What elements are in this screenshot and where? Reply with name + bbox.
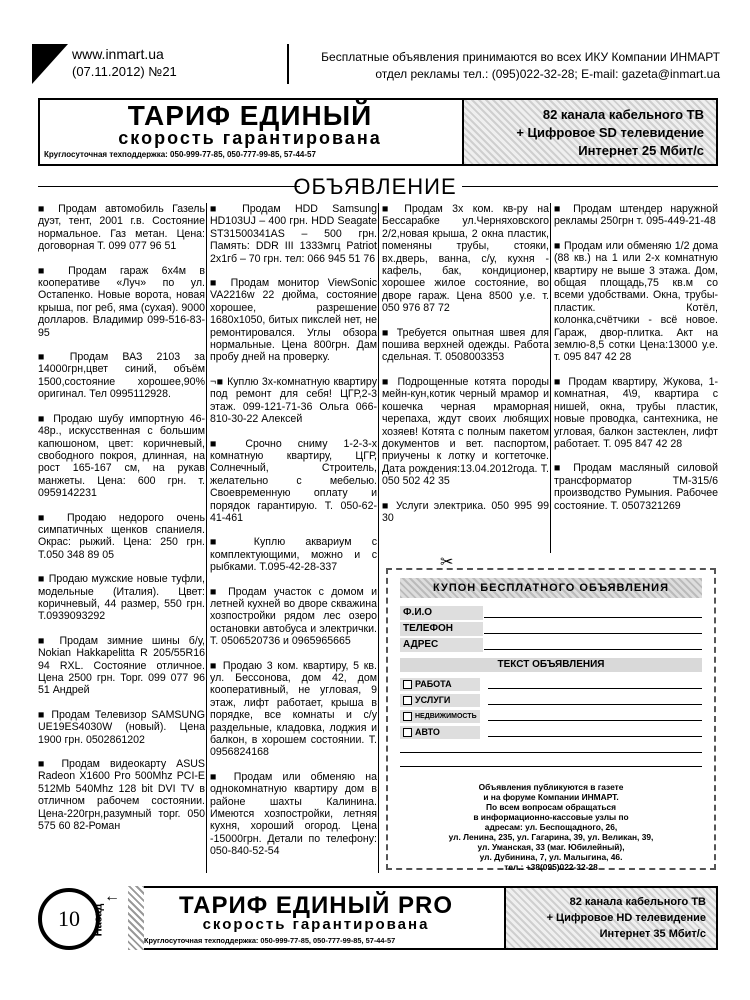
coupon-info <box>400 782 702 872</box>
checkbox-icon[interactable] <box>403 728 412 737</box>
section-title: ОБЪЯВЛЕНИЕ <box>293 174 457 199</box>
issue-date: (07.11.2012) №21 <box>72 64 177 79</box>
ad-item: ■ Продам или обменяю 1/2 дома (88 кв.) на 1 или 2-х комнатную квартиру не выше 3 этажа. Дом, общая площадь,75 кв.м со всеми удобствами. Окна, трубы-пластик. Котёл, колонка,счётчики - всё новое. Гараж, двор-плитка. Акт на землю-8,5 сотки Цена:13000 у.е. т. 095 847 42 28 <box>554 239 718 364</box>
checkbox-icon[interactable] <box>403 696 412 705</box>
ads-column-4 <box>554 203 718 524</box>
coupon-text-line[interactable] <box>488 688 702 689</box>
ad-item: ■ Продам гараж 6х4м в кооперативе «Луч» по ул. Остапенко. Новые ворота, новая крыша, пог реб, яма (сухая). 9000 долларов. Владимир 099-516-83-95 <box>38 264 205 339</box>
coupon-phone-label: ТЕЛЕФОН <box>400 622 483 636</box>
ads-column-1 <box>38 203 205 844</box>
column-separator <box>550 203 551 553</box>
bottom-ad-banner <box>128 886 718 950</box>
coupon-info-line: Объявления публикуются в газете <box>478 782 624 792</box>
ad-item: ■ Продам масляный силовой трансформатор ТМ-315/6 производство Румыния. Рабочее состояние. Т. 0507321269 <box>554 462 718 512</box>
banner2-left <box>130 888 502 948</box>
ad-item: ■ Продам монитор ViewSonic VA2216w 22 дюйма, состояние хорошее, разрешение 1680х1050, битых пикслей нет, не ремонтировался. Углы обзора нормальные. Цена 800грн. Дам пробу дней на проверку. <box>210 277 377 364</box>
column-separator <box>206 203 207 873</box>
top-ad-banner <box>38 98 718 166</box>
banner-right-line1: 82 канала кабельного ТВ <box>542 107 704 122</box>
back-label: Назад <box>92 903 105 937</box>
section-rule-right <box>462 186 718 187</box>
category-work[interactable] <box>400 678 480 691</box>
ad-item: ■ Продам квартиру, Жукова, 1-комнатная, 4\9, квартира с нишей, окна, трубы пластик, новые проводка, сантехника, не угловая, балкон застеклен, лифт работает. Т. 095 847 42 28 <box>554 375 718 450</box>
ad-item: ■ Продаю шубу импортную 46-48р., искусственная с большим капюшоном, цвет: коричневый, свободного покроя, длинная, на рост 165-167 см, на рукав манжеты. Цена: 600 грн. т. 0959142231 <box>38 412 205 500</box>
ad-item: ■ Срочно сниму 1-2-3-х комнатную квартиру, ЦГР, Солнечный, Строитель, желательно с мебелью. Своевременную оплату и порядок гарантирую. Т. 050-62-41-461 <box>210 437 377 524</box>
banner2-right <box>504 888 716 948</box>
banner-right <box>462 100 716 164</box>
ad-item: ■ Продаю 3 ком. квартиру, 5 кв. ул. Бессонова, дом 42, дом кооперативный, не угловая, 9 этаж, лифт работает, крыша в порядке, все комнаты и с/у раздельные, кладовка, лоджия и балкон, в хорошем состоянии. Т. 0956824168 <box>210 659 377 759</box>
back-link[interactable] <box>92 884 124 954</box>
category-services-label: УСЛУГИ <box>415 695 451 705</box>
coupon-text-header: ТЕКСТ ОБЪЯВЛЕНИЯ <box>400 658 702 672</box>
category-realty-label: НЕДВИЖИМОСТЬ <box>415 713 477 720</box>
coupon-info-line: ул. Ленина, 235, ул. Гагарина, 39, ул. Великан, 39, <box>448 832 654 842</box>
coupon-info-line: адресам: ул. Беспощадного, 26, <box>484 822 618 832</box>
ad-item: ■ Продам видеокарту ASUS Radeon X1600 Pro 500Mhz PCI-E 512Mb 540Mhz 128 bit DVI TV в отличном рабочем состоянии. Цена-220грн,разумный торг. 050 575 60 82-Роман <box>38 758 205 833</box>
ads-column-2 <box>210 203 377 870</box>
ad-item: ■ Требуется опытная швея для пошива верхней одежды. Работа сдельная. Т. 0508003353 <box>382 326 549 364</box>
page-header <box>32 44 722 84</box>
ad-item: ■ Продам HDD Samsung HD103UJ – 400 грн. HDD Seagate ST31500341AS – 500 грн. Память: DDR III 1333мгц Patriot 2х1гб – 70 грн. тел: 066 945 51 76 <box>210 203 377 265</box>
coupon-name-field[interactable] <box>400 606 702 620</box>
coupon-phone-field[interactable] <box>400 622 702 636</box>
header-info-line1: Бесплатные объявления принимаются во всех ИКУ Компании ИНМАРТ <box>321 50 720 64</box>
category-auto-label: АВТО <box>415 727 440 737</box>
header-divider <box>287 44 289 84</box>
coupon-info-line: ул. Дубинина, 7, ул. Малыгина, 46. <box>479 852 623 862</box>
banner2-right-line3: Интернет 35 Мбит/с <box>599 928 706 940</box>
ad-item: ■ Услуги электрика. 050 995 99 30 <box>382 499 549 524</box>
coupon-title: КУПОН БЕСПЛАТНОГО ОБЪЯВЛЕНИЯ <box>400 578 702 598</box>
banner-support: Круглосуточная техподдержка: 050-999-77-85, 050-777-99-85, 57-44-57 <box>44 150 316 159</box>
ad-item: ¬■ Куплю 3х-комнатную квартиру под ремонт для себя! ЦГР,2-3 этаж. 099-121-71-36 Ольга 066-810-30-22 Алексей <box>210 375 377 426</box>
page-number-badge <box>38 888 100 950</box>
ad-item: ■ Подрощенные котята породы мейн-кун,котик черный мрамор и кошечка черная мраморная черепаха, ждут своих любящих хозяев! Котята с полным пакетом документов и вет. паспортом, приучены к лотку и когтеточке. Дата рождения:13.04.2012года. Т. 050 502 42 35 <box>382 375 549 488</box>
coupon-address-label: АДРЕС <box>400 638 483 652</box>
back-arrow-icon[interactable]: ← <box>104 888 120 905</box>
ad-item: ■ Продам автомобиль Газель дуэт, тент, 2001 г.в. Состояние нормальное. Газ метан. Цена: договорная Т. 099 077 96 51 <box>38 203 205 253</box>
ads-column-3 <box>382 203 549 536</box>
site-url[interactable]: www.inmart.ua <box>72 46 164 62</box>
checkbox-icon[interactable] <box>403 712 412 721</box>
coupon-text-line[interactable] <box>488 704 702 705</box>
header-info <box>321 49 720 83</box>
ad-item: ■ Продам или обменяю на однокомнатную квартиру дом в районе шахты Калинина. Имеются хозпостройки, летняя кухня, хороший огород. Цена -15000грн. Детали по телефону: 050-840-52-54 <box>210 770 377 858</box>
ad-item: ■ Продаю мужские новые туфли, модельные (Италия). Цвет: коричневый, 44 размер, 550 грн. Т.0939093292 <box>38 573 205 623</box>
scissors-icon: ✂ <box>440 554 454 571</box>
ad-item: ■ Продам 3х ком. кв-ру на Бессарабке ул.Черняховского 2/2,новая крыша, 2 окна пластик, поменяны трубы, стояки, вх.дверь, ванна, с/у, кухня - кафель, бак, кондиционер, хорошее жилое состояние, во дворе гараж. Цена 8500 у.е. т. 050 976 87 72 <box>382 203 549 315</box>
category-work-label: РАБОТА <box>415 679 452 689</box>
banner-right-line3: Интернет 25 Мбит/с <box>578 143 704 158</box>
coupon-name-label: Ф.И.О <box>400 606 483 620</box>
banner2-right-line2: + Цифровое HD телевидение <box>546 912 706 924</box>
ad-item: ■ Продам зимние шины б/у, Nokian Hakkapelitta R 205/55R16 94 RXL. Состояние отличное. Цена 2500 грн. Торг. 099 077 96 51 Андрей <box>38 634 205 697</box>
coupon-info-line: По всем вопросам обращаться <box>485 802 617 812</box>
coupon-info-line: тел.: +38(095)022-32-28 <box>504 862 598 872</box>
ad-item: ■ Продаю недорого очень симпатичных щенков спаниеля. Окрас: рыжий. Цена: 250 грн. Т.050 348 89 05 <box>38 511 205 561</box>
banner-subtitle: скорость гарантирована <box>118 128 382 148</box>
coupon-address-field[interactable] <box>400 638 702 652</box>
banner2-support: Круглосуточная техподдержка: 050-999-77-85, 050-777-99-85, 57-44-57 <box>144 936 396 945</box>
free-ad-coupon <box>386 568 716 870</box>
header-info-line2: отдел рекламы тел.: (095)022-32-28; E-mail: gazeta@inmart.ua <box>375 67 720 81</box>
ad-item: ■ Продам участок с домом и летней кухней во дворе скважина хозпостройки рядом лес озеро остановки автобуса и электрички. Т. 0506520736 и 0965965665 <box>210 585 377 648</box>
page-number: 10 <box>58 906 80 931</box>
category-services[interactable] <box>400 694 480 707</box>
ad-item: ■ Куплю аквариум с комплектующими, можно и с рыбками. Т.095-42-28-337 <box>210 536 377 574</box>
banner-left <box>40 100 460 164</box>
banner2-title: ТАРИФ ЕДИНЫЙ PRO <box>179 892 453 919</box>
coupon-info-line: ул. Уманская, 33 (маг. Юбилейный), <box>477 842 625 852</box>
category-realty[interactable] <box>400 710 480 723</box>
category-auto[interactable] <box>400 726 480 739</box>
header-corner-mark <box>32 44 68 84</box>
coupon-text-line[interactable] <box>488 720 702 721</box>
banner2-hatch <box>128 886 144 950</box>
coupon-text-line[interactable] <box>488 736 702 737</box>
banner2-subtitle: скорость гарантирована <box>202 916 430 933</box>
coupon-info-line: в информационно-кассовые узлы по <box>473 812 629 822</box>
ad-item: ■ Продам ВАЗ 2103 за 14000грн,цвет синий, объём 1500,состояние хорошее,90% оригинал. Тел 0995112928. <box>38 351 205 401</box>
ad-item: ■ Продам Телевизор SAMSUNG UE19ES4030W (новый). Цена 1900 грн. 0502861202 <box>38 708 205 746</box>
coupon-text-line[interactable] <box>400 752 702 753</box>
checkbox-icon[interactable] <box>403 680 412 689</box>
coupon-text-line[interactable] <box>400 766 702 767</box>
coupon-info-line: и на форуме Компании ИНМАРТ. <box>483 792 619 802</box>
banner-title: ТАРИФ ЕДИНЫЙ <box>127 100 373 131</box>
column-separator <box>378 203 379 873</box>
banner2-right-line1: 82 канала кабельного ТВ <box>569 896 706 908</box>
banner-right-line2: + Цифровое SD телевидение <box>516 125 704 140</box>
ad-item: ■ Продам штендер наружной рекламы 250грн т. 095-449-21-48 <box>554 203 718 228</box>
